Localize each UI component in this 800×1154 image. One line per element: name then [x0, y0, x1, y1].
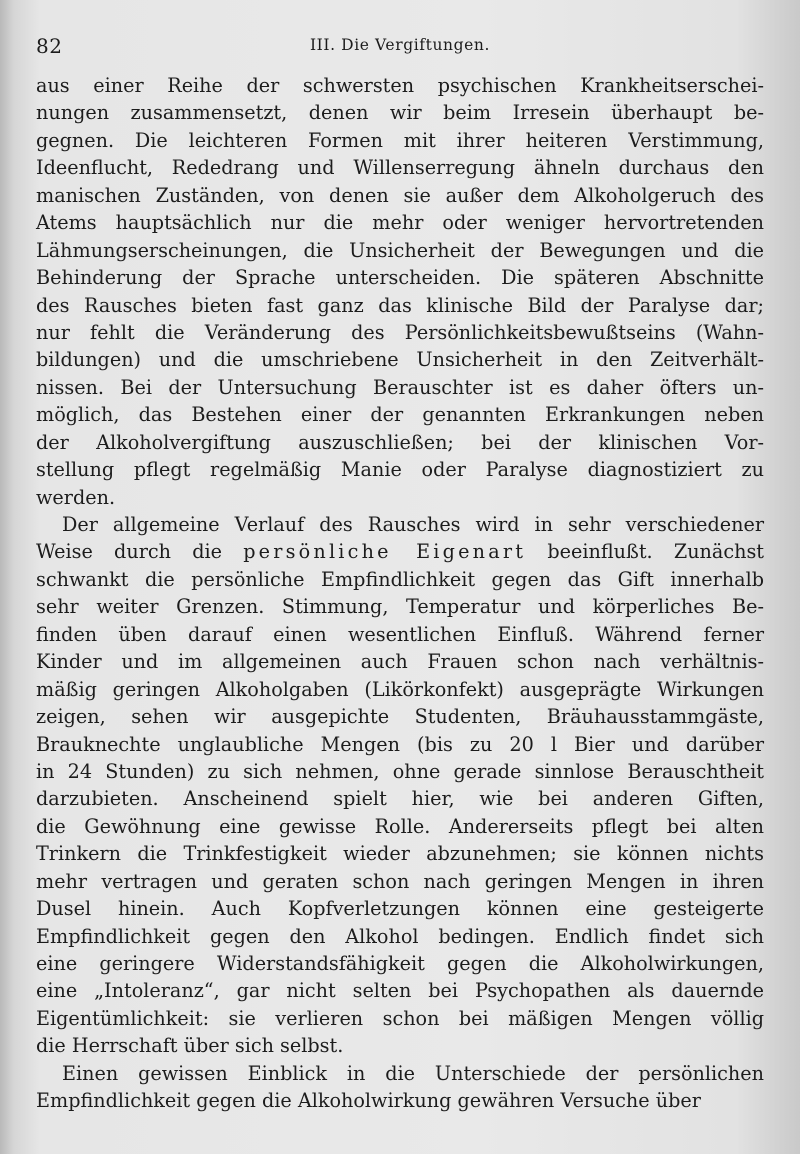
text-segment: Empfindlichkeit gegen den Alkohol bedingen. Endlich findet sich	[36, 924, 764, 948]
text-segment: nungen zusammensetzt, denen wir beim Irresein überhaupt be-	[36, 101, 764, 125]
text-segment: bildungen) und die umschriebene Unsicherheit in den Zeitverhält-	[36, 348, 764, 372]
text-line	[36, 703, 764, 730]
text-line	[36, 456, 764, 483]
text-line	[36, 895, 764, 922]
text-line	[36, 292, 764, 319]
text-segment: darzubieten. Anscheinend spielt hier, wie bei anderen Giften,	[36, 787, 764, 811]
text-line	[36, 374, 764, 401]
text-line	[36, 868, 764, 895]
text-segment: Behinderung der Sprache unterscheiden. Die späteren Abschnitte	[36, 266, 764, 290]
paragraph	[36, 1060, 764, 1115]
text-line	[36, 538, 764, 565]
text-line	[36, 72, 764, 99]
text-segment: des Rausches bieten fast ganz das klinische Bild der Paralyse dar;	[36, 293, 764, 317]
text-segment: der Alkoholvergiftung auszuschließen; bei der klinischen Vor-	[36, 430, 764, 454]
text-line	[36, 950, 764, 977]
text-segment: manischen Zuständen, von denen sie außer dem Alkoholgeruch des	[36, 183, 764, 207]
text-segment: Empfindlichkeit gegen die Alkoholwirkung gewähren Versuche über	[36, 1089, 701, 1113]
paragraph	[36, 511, 764, 1060]
text-segment: nur fehlt die Veränderung des Persönlichkeitsbewußtseins (Wahn-	[36, 320, 764, 344]
text-line	[36, 648, 764, 675]
text-line	[36, 1005, 764, 1032]
text-segment: in 24 Stunden) zu sich nehmen, ohne gerade sinnlose Berauschtheit	[36, 759, 764, 783]
body-text	[36, 72, 764, 1115]
text-line	[36, 401, 764, 428]
text-segment: mehr vertragen und geraten schon nach geringen Mengen in ihren	[36, 869, 764, 893]
text-line	[36, 1087, 764, 1114]
text-segment: Lähmungserscheinungen, die Unsicherheit der Bewegungen und die	[36, 238, 764, 262]
text-line	[36, 127, 764, 154]
text-segment: Trinkern die Trinkfestigkeit wieder abzunehmen; sie können nichts	[36, 842, 764, 866]
text-segment: Weise durch die	[36, 540, 244, 564]
text-segment: Dusel hinein. Auch Kopfverletzungen können eine gesteigerte	[36, 897, 764, 921]
text-line	[36, 593, 764, 620]
text-segment: gegnen. Die leichteren Formen mit ihrer heiteren Verstimmung,	[36, 128, 764, 152]
text-line	[36, 99, 764, 126]
text-line	[36, 1060, 764, 1087]
text-segment: aus einer Reihe der schwersten psychischen Krankheitserschei-	[36, 74, 764, 97]
text-line	[36, 154, 764, 181]
text-segment: Einen gewissen Einblick in die Unterschiede der persönlichen	[62, 1061, 764, 1085]
emphasis-text: persönliche Eigenart	[243, 540, 527, 564]
text-segment: beeinflußt. Zunächst	[526, 540, 765, 564]
text-line	[36, 264, 764, 291]
text-segment: möglich, das Bestehen einer der genannten Erkrankungen neben	[36, 403, 764, 427]
text-line	[36, 237, 764, 264]
text-line	[36, 511, 764, 538]
text-line	[36, 319, 764, 346]
text-line	[36, 1032, 764, 1059]
text-line	[36, 182, 764, 209]
text-segment: finden üben darauf einen wesentlichen Einfluß. Während ferner	[36, 622, 764, 646]
text-line	[36, 209, 764, 236]
text-segment: mäßig geringen Alkoholgaben (Likörkonfekt) ausgeprägte Wirkungen	[36, 677, 764, 701]
text-line	[36, 484, 764, 511]
text-segment: eine „Intoleranz“, gar nicht selten bei Psychopathen als dauernde	[36, 979, 764, 1003]
text-segment: sehr weiter Grenzen. Stimmung, Temperatur und körperliches Be-	[36, 595, 764, 619]
text-line	[36, 840, 764, 867]
text-segment: schwankt die persönliche Empfindlichkeit gegen das Gift innerhalb	[36, 567, 764, 591]
text-line	[36, 676, 764, 703]
text-segment: die Herrschaft über sich selbst.	[36, 1034, 344, 1058]
text-segment: Atems hauptsächlich nur die mehr oder weniger hervortretenden	[36, 211, 764, 235]
text-segment: die Gewöhnung eine gewisse Rolle. Andererseits pflegt bei alten	[36, 814, 764, 838]
page-header	[36, 34, 764, 60]
text-segment: stellung pflegt regelmäßig Manie oder Paralyse diagnostiziert zu	[36, 458, 764, 482]
text-line	[36, 813, 764, 840]
text-line	[36, 923, 764, 950]
page-number: 82	[36, 34, 63, 58]
text-segment: Brauknechte unglaubliche Mengen (bis zu 20 l Bier und darüber	[36, 732, 764, 756]
text-segment: nissen. Bei der Untersuchung Berauschter ist es daher öfters un-	[36, 375, 764, 399]
text-segment: eine geringere Widerstandsfähigkeit gegen die Alkoholwirkungen,	[36, 952, 764, 975]
text-segment: Der allgemeine Verlauf des Rausches wird in sehr verschiedener	[62, 513, 764, 536]
text-line	[36, 621, 764, 648]
text-line	[36, 731, 764, 758]
paragraph	[36, 72, 764, 511]
text-segment: Kinder und im allgemeinen auch Frauen schon nach verhältnis-	[36, 650, 764, 674]
text-line	[36, 346, 764, 373]
text-line	[36, 566, 764, 593]
running-head: III. Die Vergiftungen.	[309, 36, 491, 54]
text-line	[36, 429, 764, 456]
text-line	[36, 977, 764, 1004]
text-segment: Eigentümlichkeit: sie verlieren schon bei mäßigen Mengen völlig	[36, 1006, 764, 1030]
text-line	[36, 758, 764, 785]
text-line	[36, 785, 764, 812]
text-segment: werden.	[36, 485, 116, 509]
text-segment: Ideenflucht, Rededrang und Willenserregung ähneln durchaus den	[36, 156, 764, 180]
text-segment: zeigen, sehen wir ausgepichte Studenten, Bräuhausstammgäste,	[36, 705, 764, 729]
